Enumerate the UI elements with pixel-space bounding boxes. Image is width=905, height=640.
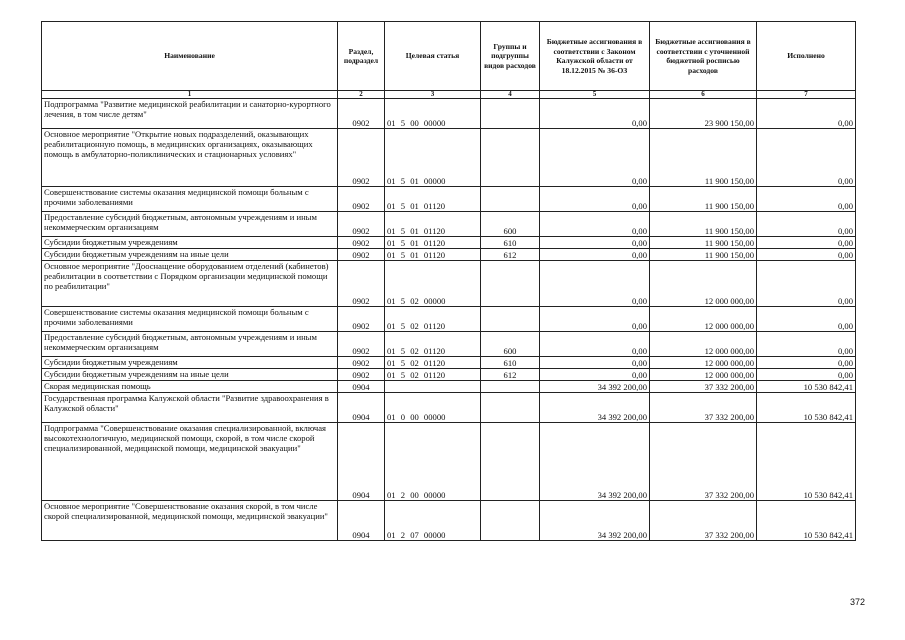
table-row	[42, 249, 856, 261]
row-roster-allocation: 11 900 150,00	[650, 237, 757, 249]
header-executed: Исполнено	[757, 22, 856, 91]
row-group	[481, 423, 540, 501]
row-executed: 0,00	[757, 332, 856, 357]
row-section: 0902	[338, 212, 385, 237]
row-article: 01 5 02 01120	[385, 332, 481, 357]
row-roster-allocation: 37 332 200,00	[650, 381, 757, 393]
row-name: Государственная программа Калужской области "Развитие здравоохранения в Калужской области"	[42, 393, 338, 423]
table-row	[42, 381, 856, 393]
column-number: 7	[757, 91, 856, 99]
row-executed: 0,00	[757, 129, 856, 187]
row-group: 600	[481, 332, 540, 357]
row-article: 01 2 00 00000	[385, 423, 481, 501]
row-executed: 0,00	[757, 307, 856, 332]
row-name: Субсидии бюджетным учреждениям	[42, 237, 338, 249]
row-executed: 10 530 842,41	[757, 501, 856, 541]
row-name: Совершенствование системы оказания медицинской помощи больным с прочими заболеваниями	[42, 307, 338, 332]
row-group: 610	[481, 357, 540, 369]
row-section: 0902	[338, 307, 385, 332]
row-name: Скорая медицинская помощь	[42, 381, 338, 393]
row-executed: 0,00	[757, 187, 856, 212]
row-article: 01 5 01 01120	[385, 237, 481, 249]
row-section: 0904	[338, 501, 385, 541]
row-section: 0902	[338, 332, 385, 357]
row-law-allocation: 34 392 200,00	[540, 381, 650, 393]
row-section: 0902	[338, 99, 385, 129]
row-article: 01 5 01 01120	[385, 212, 481, 237]
table-row	[42, 261, 856, 307]
row-law-allocation: 0,00	[540, 129, 650, 187]
row-name: Основное мероприятие "Дооснащение оборудованием отделений (кабинетов) реабилитации в соответствии с Порядком организации медицинской помощи по реабилитации"	[42, 261, 338, 307]
row-article: 01 5 01 01120	[385, 187, 481, 212]
header-row	[42, 22, 856, 91]
header-section: Раздел, подраздел	[338, 22, 385, 91]
row-article: 01 5 02 00000	[385, 261, 481, 307]
row-law-allocation: 34 392 200,00	[540, 423, 650, 501]
row-executed: 10 530 842,41	[757, 393, 856, 423]
column-number: 1	[42, 91, 338, 99]
page-number: 372	[849, 597, 865, 607]
row-group	[481, 129, 540, 187]
row-section: 0904	[338, 393, 385, 423]
row-roster-allocation: 11 900 150,00	[650, 129, 757, 187]
row-executed: 0,00	[757, 261, 856, 307]
table-row	[42, 99, 856, 129]
row-law-allocation: 0,00	[540, 99, 650, 129]
row-roster-allocation: 12 000 000,00	[650, 369, 757, 381]
row-article: 01 5 01 00000	[385, 129, 481, 187]
row-roster-allocation: 37 332 200,00	[650, 393, 757, 423]
row-group	[481, 501, 540, 541]
table-row	[42, 212, 856, 237]
row-section: 0902	[338, 369, 385, 381]
header-name: Наименование	[42, 22, 338, 91]
table-row	[42, 307, 856, 332]
row-name: Предоставление субсидий бюджетным, автономным учреждениям и иным некоммерческим организациям	[42, 332, 338, 357]
row-name: Субсидии бюджетным учреждениям на иные цели	[42, 249, 338, 261]
table-row	[42, 237, 856, 249]
column-number: 3	[385, 91, 481, 99]
column-number: 4	[481, 91, 540, 99]
row-roster-allocation: 12 000 000,00	[650, 332, 757, 357]
row-article	[385, 381, 481, 393]
row-roster-allocation: 12 000 000,00	[650, 307, 757, 332]
row-article: 01 5 01 01120	[385, 249, 481, 261]
row-law-allocation: 0,00	[540, 249, 650, 261]
row-roster-allocation: 11 900 150,00	[650, 187, 757, 212]
row-section: 0902	[338, 249, 385, 261]
row-section: 0902	[338, 237, 385, 249]
row-article: 01 5 02 01120	[385, 307, 481, 332]
row-section: 0902	[338, 261, 385, 307]
table-row	[42, 357, 856, 369]
row-law-allocation: 0,00	[540, 261, 650, 307]
row-group	[481, 381, 540, 393]
budget-table	[41, 21, 856, 541]
row-name: Предоставление субсидий бюджетным, автономным учреждениям и иным некоммерческим организациям	[42, 212, 338, 237]
table-body	[42, 99, 856, 541]
row-group	[481, 99, 540, 129]
row-section: 0904	[338, 381, 385, 393]
row-executed: 10 530 842,41	[757, 381, 856, 393]
row-group	[481, 393, 540, 423]
row-name: Подпрограмма "Совершенствование оказания специализированной, включая высокотехнологичную, медицинской помощи, скорой, в том числе скорой специализированной, медицинской помощи, медицинской эвакуации"	[42, 423, 338, 501]
row-section: 0902	[338, 129, 385, 187]
row-executed: 0,00	[757, 99, 856, 129]
column-number: 5	[540, 91, 650, 99]
column-number-row	[42, 91, 856, 99]
header-group: Группы и подгруппы видов расходов	[481, 22, 540, 91]
row-group: 612	[481, 249, 540, 261]
row-group: 610	[481, 237, 540, 249]
row-section: 0902	[338, 357, 385, 369]
table-row	[42, 423, 856, 501]
row-executed: 0,00	[757, 249, 856, 261]
header-roster-allocations: Бюджетные ассигнования в соответствии с уточненной бюджетной росписью расходов	[650, 22, 757, 91]
row-roster-allocation: 37 332 200,00	[650, 423, 757, 501]
row-section: 0904	[338, 423, 385, 501]
row-article: 01 5 02 01120	[385, 369, 481, 381]
row-group	[481, 187, 540, 212]
header-law-allocations: Бюджетные ассигнования в соответствии с Законом Калужской области от 18.12.2015 № 36-ОЗ	[540, 22, 650, 91]
row-law-allocation: 0,00	[540, 357, 650, 369]
row-roster-allocation: 37 332 200,00	[650, 501, 757, 541]
column-number: 2	[338, 91, 385, 99]
row-law-allocation: 0,00	[540, 307, 650, 332]
row-name: Основное мероприятие "Открытие новых подразделений, оказывающих реабилитационную помощь, в медицинских организациях, оказывающих помощь в амбулаторно-поликлинических и стационарных условиях"	[42, 129, 338, 187]
row-section: 0902	[338, 187, 385, 212]
row-group: 612	[481, 369, 540, 381]
row-executed: 0,00	[757, 212, 856, 237]
row-article: 01 0 00 00000	[385, 393, 481, 423]
row-group	[481, 261, 540, 307]
row-article: 01 2 07 00000	[385, 501, 481, 541]
row-law-allocation: 0,00	[540, 332, 650, 357]
row-name: Субсидии бюджетным учреждениям на иные цели	[42, 369, 338, 381]
row-executed: 0,00	[757, 357, 856, 369]
row-name: Подпрограмма "Развитие медицинской реабилитации и санаторно-курортного лечения, в том числе детям"	[42, 99, 338, 129]
row-law-allocation: 0,00	[540, 369, 650, 381]
table-row	[42, 393, 856, 423]
row-roster-allocation: 12 000 000,00	[650, 261, 757, 307]
row-law-allocation: 0,00	[540, 187, 650, 212]
header-article: Целевая статья	[385, 22, 481, 91]
column-number: 6	[650, 91, 757, 99]
row-executed: 10 530 842,41	[757, 423, 856, 501]
row-roster-allocation: 12 000 000,00	[650, 357, 757, 369]
row-roster-allocation: 23 900 150,00	[650, 99, 757, 129]
row-roster-allocation: 11 900 150,00	[650, 249, 757, 261]
row-executed: 0,00	[757, 237, 856, 249]
row-article: 01 5 02 01120	[385, 357, 481, 369]
table-row	[42, 501, 856, 541]
row-executed: 0,00	[757, 369, 856, 381]
row-group	[481, 307, 540, 332]
row-law-allocation: 34 392 200,00	[540, 501, 650, 541]
row-article: 01 5 00 00000	[385, 99, 481, 129]
table-row	[42, 187, 856, 212]
row-law-allocation: 0,00	[540, 212, 650, 237]
row-roster-allocation: 11 900 150,00	[650, 212, 757, 237]
row-law-allocation: 0,00	[540, 237, 650, 249]
row-name: Субсидии бюджетным учреждениям	[42, 357, 338, 369]
table-row	[42, 369, 856, 381]
row-name: Основное мероприятие "Совершенствование оказания скорой, в том числе скорой специализированной, медицинской помощи, медицинской эвакуации"	[42, 501, 338, 541]
row-group: 600	[481, 212, 540, 237]
row-law-allocation: 34 392 200,00	[540, 393, 650, 423]
table-row	[42, 129, 856, 187]
row-name: Совершенствование системы оказания медицинской помощи больным с прочими заболеваниями	[42, 187, 338, 212]
table-row	[42, 332, 856, 357]
